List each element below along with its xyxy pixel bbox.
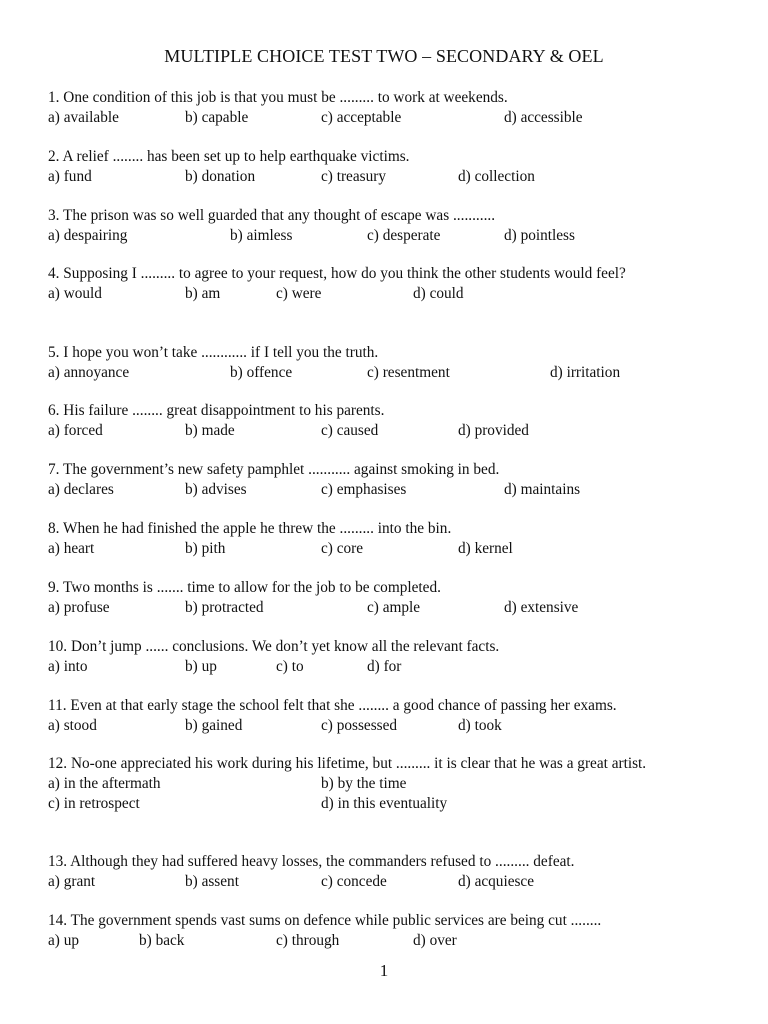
answer-options bbox=[48, 657, 728, 677]
option-d: d) kernel bbox=[458, 540, 513, 557]
option-a: a) annoyance bbox=[48, 364, 130, 381]
option-d: d) accessible bbox=[504, 109, 583, 126]
question-6 bbox=[48, 401, 728, 441]
option-d: d) extensive bbox=[504, 599, 579, 616]
question-3 bbox=[48, 206, 728, 246]
option-d: d) over bbox=[413, 932, 457, 949]
option-c: c) treasury bbox=[321, 168, 386, 185]
answer-options bbox=[48, 421, 728, 441]
question-1 bbox=[48, 88, 728, 128]
option-b: b) capable bbox=[185, 109, 249, 126]
option-c: c) caused bbox=[321, 422, 379, 439]
answer-options bbox=[48, 716, 728, 736]
option-b: b) donation bbox=[185, 168, 256, 185]
option-b: b) gained bbox=[185, 717, 243, 734]
option-a: a) into bbox=[48, 658, 88, 675]
option-a: a) up bbox=[48, 932, 80, 949]
option-c: c) resentment bbox=[367, 364, 450, 381]
option-d: d) could bbox=[413, 285, 464, 302]
question-stem: 11. Even at that early stage the school felt that she ........ a good chance of passing her exams. bbox=[48, 697, 617, 714]
question-stem: 7. The government’s new safety pamphlet ........... against smoking in bed. bbox=[48, 461, 500, 478]
question-stem: 12. No-one appreciated his work during his lifetime, but ......... it is clear that he was a great artist. bbox=[48, 755, 647, 772]
option-a: a) fund bbox=[48, 168, 92, 185]
question-10 bbox=[48, 637, 728, 677]
answer-options bbox=[48, 598, 728, 618]
option-c: c) acceptable bbox=[321, 109, 402, 126]
option-b: b) aimless bbox=[230, 227, 293, 244]
option-a: a) available bbox=[48, 109, 119, 126]
option-b: b) up bbox=[185, 658, 217, 675]
option-b: b) assent bbox=[185, 873, 239, 890]
question-5 bbox=[48, 343, 728, 383]
answer-options-row-2 bbox=[48, 794, 728, 814]
question-stem: 6. His failure ........ great disappointment to his parents. bbox=[48, 402, 385, 419]
option-b: b) made bbox=[185, 422, 235, 439]
option-d: d) provided bbox=[458, 422, 529, 439]
answer-options bbox=[48, 226, 728, 246]
question-12 bbox=[48, 754, 728, 814]
option-a: a) heart bbox=[48, 540, 95, 557]
option-d: d) took bbox=[458, 717, 502, 734]
question-stem: 14. The government spends vast sums on defence while public services are being cut ........ bbox=[48, 912, 602, 929]
option-c: c) core bbox=[321, 540, 364, 557]
option-c: c) in retrospect bbox=[48, 795, 140, 812]
option-c: c) ample bbox=[367, 599, 421, 616]
option-c: c) concede bbox=[321, 873, 387, 890]
answer-options bbox=[48, 363, 728, 383]
option-b: b) advises bbox=[185, 481, 247, 498]
question-stem: 10. Don’t jump ...... conclusions. We don’t yet know all the relevant facts. bbox=[48, 638, 500, 655]
question-11 bbox=[48, 696, 728, 736]
answer-options bbox=[48, 284, 728, 304]
option-c: c) were bbox=[276, 285, 322, 302]
question-stem: 9. Two months is ....... time to allow for the job to be completed. bbox=[48, 579, 441, 596]
question-4 bbox=[48, 264, 728, 304]
option-b: b) pith bbox=[185, 540, 226, 557]
question-stem: 4. Supposing I ......... to agree to your request, how do you think the other students would feel? bbox=[48, 265, 626, 282]
option-b: b) back bbox=[139, 932, 185, 949]
option-d: d) collection bbox=[458, 168, 535, 185]
question-2 bbox=[48, 147, 728, 187]
question-stem: 1. One condition of this job is that you must be ......... to work at weekends. bbox=[48, 89, 508, 106]
option-a: a) declares bbox=[48, 481, 114, 498]
option-d: d) pointless bbox=[504, 227, 575, 244]
question-stem: 2. A relief ........ has been set up to help earthquake victims. bbox=[48, 148, 410, 165]
page-title: MULTIPLE CHOICE TEST TWO – SECONDARY & OEL bbox=[164, 46, 604, 66]
option-b: b) am bbox=[185, 285, 221, 302]
answer-options bbox=[48, 108, 728, 128]
question-13 bbox=[48, 852, 728, 892]
option-c: c) desperate bbox=[367, 227, 441, 244]
question-14 bbox=[48, 911, 728, 951]
option-a: a) in the aftermath bbox=[48, 775, 161, 792]
answer-options bbox=[48, 167, 728, 187]
option-d: d) acquiesce bbox=[458, 873, 535, 890]
answer-options bbox=[48, 872, 728, 892]
question-stem: 13. Although they had suffered heavy losses, the commanders refused to ......... defeat. bbox=[48, 853, 575, 870]
question-stem: 3. The prison was so well guarded that any thought of escape was ........... bbox=[48, 207, 496, 224]
option-a: a) forced bbox=[48, 422, 103, 439]
option-d: d) in this eventuality bbox=[321, 795, 448, 812]
option-a: a) profuse bbox=[48, 599, 110, 616]
question-7 bbox=[48, 460, 728, 500]
option-b: b) offence bbox=[230, 364, 293, 381]
option-d: d) for bbox=[367, 658, 402, 675]
option-d: d) maintains bbox=[504, 481, 581, 498]
question-stem: 8. When he had finished the apple he threw the ......... into the bin. bbox=[48, 520, 452, 537]
option-d: d) irritation bbox=[550, 364, 621, 381]
option-c: c) possessed bbox=[321, 717, 398, 734]
question-8 bbox=[48, 519, 728, 559]
option-a: a) despairing bbox=[48, 227, 128, 244]
option-c: c) through bbox=[276, 932, 340, 949]
option-a: a) grant bbox=[48, 873, 96, 890]
answer-options bbox=[48, 931, 728, 951]
option-c: c) emphasises bbox=[321, 481, 407, 498]
answer-options bbox=[48, 539, 728, 559]
page-number: 1 bbox=[379, 961, 389, 980]
option-b: b) protracted bbox=[185, 599, 264, 616]
option-a: a) would bbox=[48, 285, 102, 302]
option-c: c) to bbox=[276, 658, 304, 675]
option-b: b) by the time bbox=[321, 775, 407, 792]
answer-options bbox=[48, 480, 728, 500]
question-9 bbox=[48, 578, 728, 618]
option-a: a) stood bbox=[48, 717, 97, 734]
question-stem: 5. I hope you won’t take ............ if I tell you the truth. bbox=[48, 344, 379, 361]
answer-options-row-1 bbox=[48, 774, 728, 794]
